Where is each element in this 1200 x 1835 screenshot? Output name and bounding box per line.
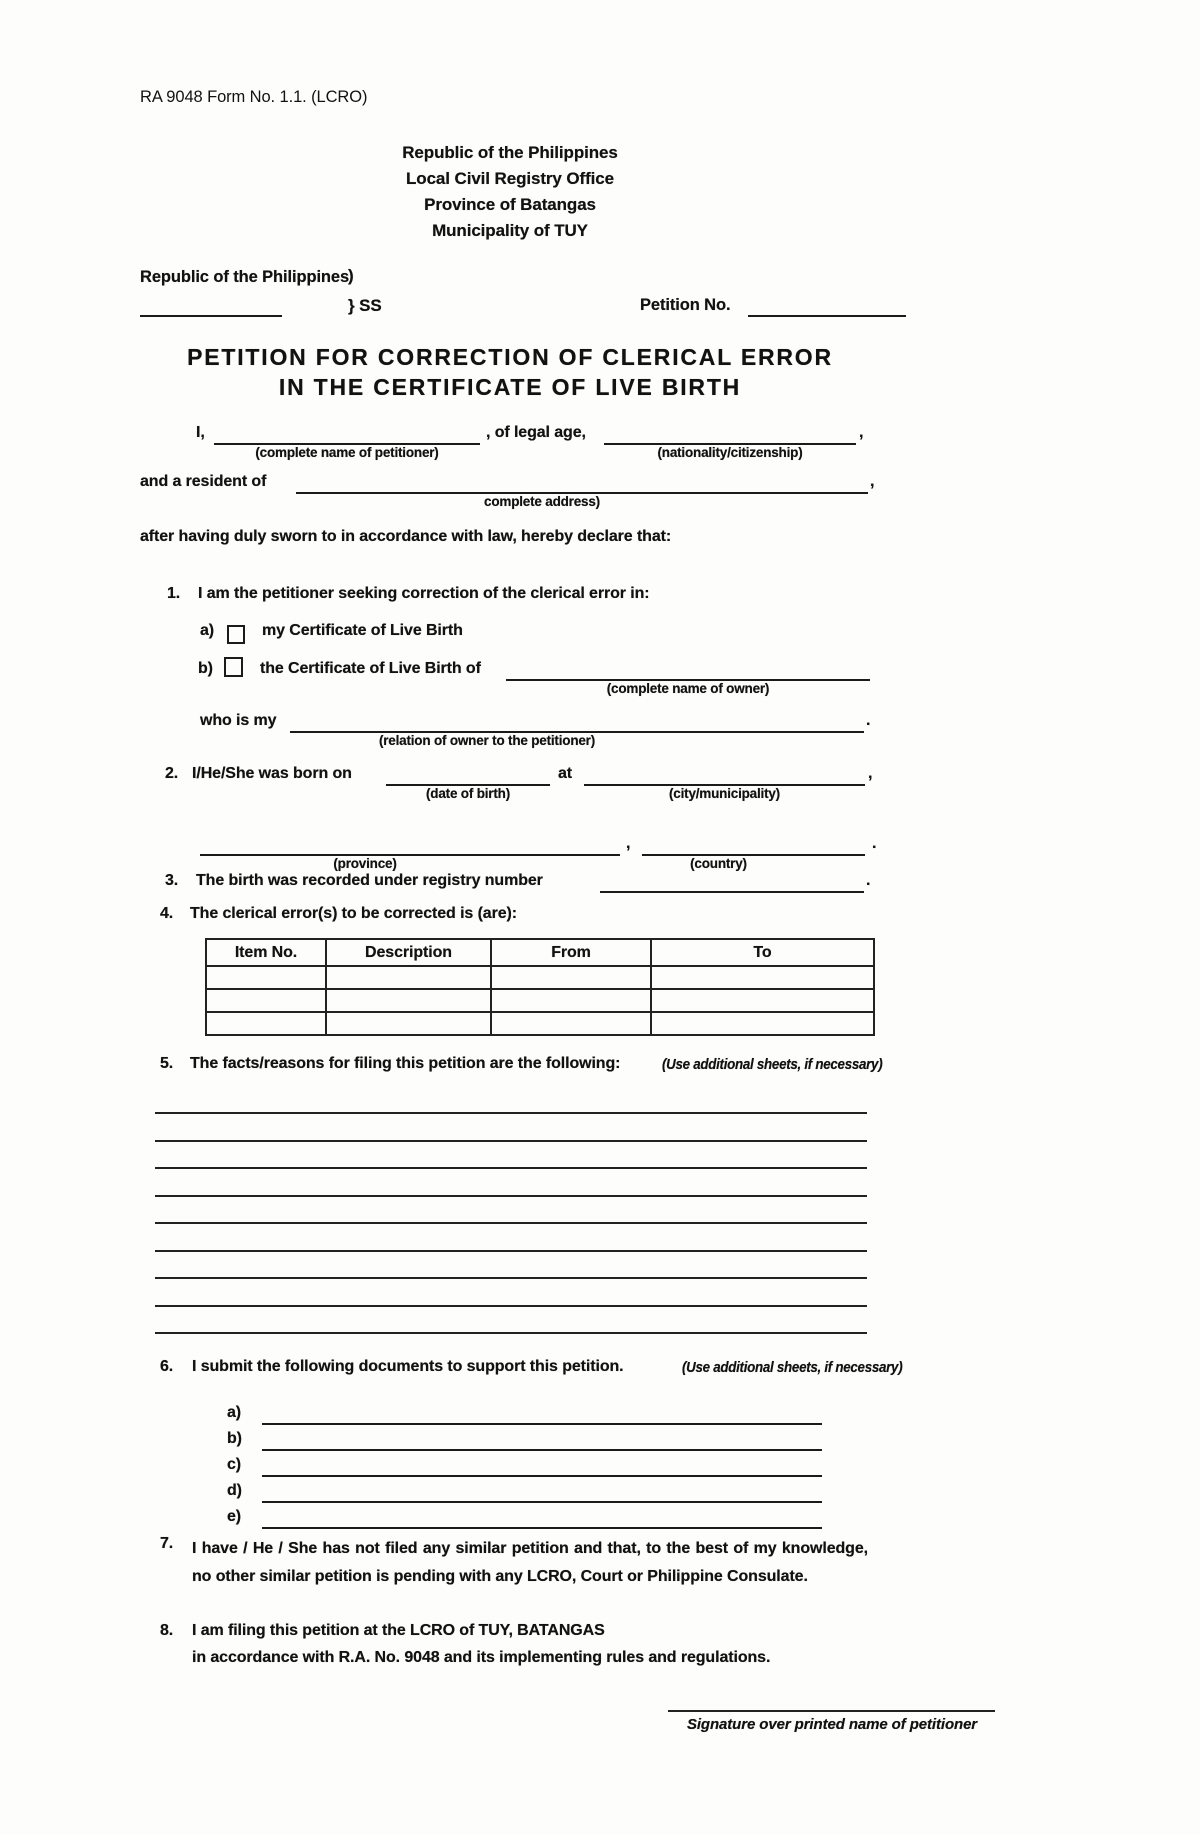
col-header-from: From [491,939,651,966]
item2-comma: , [868,765,873,782]
country-blank[interactable] [642,835,865,871]
cell-description[interactable] [326,1012,491,1035]
table-row [206,1012,874,1035]
item6-text: I submit the following documents to support this petition. [192,1358,624,1375]
date-of-birth-blank[interactable] [386,765,550,801]
document-letter-d: d) [227,1482,242,1499]
item4-text: The clerical error(s) to be corrected is (are): [190,905,517,922]
header-municipality: Municipality of TUY [432,221,588,240]
item4-number: 4. [160,905,174,922]
table-header-row [206,939,874,966]
item6-note: (Use additional sheets, if necessary) [682,1360,903,1376]
document-letter-b: b) [227,1430,242,1447]
signature-line[interactable] [668,1710,995,1712]
facts-writing-line[interactable] [155,1250,867,1252]
cell-to[interactable] [651,966,874,989]
cell-item-no[interactable] [206,1012,326,1035]
province-caption: (province) [333,856,397,871]
venue-republic: Republic of the Philippines [140,268,350,286]
document-blank-e[interactable] [262,1508,822,1529]
item1-text: I am the petitioner seeking correction of the clerical error in: [198,585,650,602]
petitioner-name-caption: (complete name of petitioner) [255,445,439,460]
owner-name-caption: (complete name of owner) [606,681,770,696]
cell-from[interactable] [491,989,651,1012]
legal-age-label: , of legal age, [486,424,586,441]
facts-writing-line[interactable] [155,1140,867,1142]
option-a-label: a) [200,622,215,639]
form-title-line1: PETITION FOR CORRECTION OF CLERICAL ERROR [187,344,833,370]
registry-number-blank[interactable] [600,872,864,893]
item6-number: 6. [160,1358,174,1375]
item5-number: 5. [160,1055,174,1072]
item2-text: I/He/She was born on [192,765,352,782]
owner-name-blank[interactable] [506,660,870,696]
venue-place-blank[interactable] [140,296,282,317]
date-of-birth-caption: (date of birth) [426,786,510,801]
option-b-text: the Certificate of Live Birth of [260,660,481,677]
item7-text: I have / He / She has not filed any similar petition and that, to the best of my knowledge, no other similar petition is pending with any LCRO, Court or Philippine Consulate. [192,1540,868,1585]
col-header-item-no: Item No. [206,939,326,966]
header-republic: Republic of the Philippines [402,143,618,162]
who-is-my-label: who is my [200,712,277,729]
item1-number: 1. [167,585,181,602]
checkbox-other-certificate[interactable] [224,657,243,677]
petition-no-label: Petition No. [640,296,731,314]
cell-from[interactable] [491,966,651,989]
sworn-clause: after having duly sworn to in accordance with law, hereby declare that: [140,528,672,545]
header-province: Province of Batangas [424,195,596,214]
document-blank-b[interactable] [262,1430,822,1451]
document-letter-a: a) [227,1404,242,1421]
item2-number: 2. [165,765,179,782]
item8-line1: I am filing this petition at the LCRO of TUY, BATANGAS [192,1622,605,1639]
item7-number: 7. [160,1535,174,1552]
clerical-error-table [205,938,875,1036]
office-header [210,140,810,244]
who-is-my-period: . [866,712,871,729]
intro-i-label: I, [196,424,205,441]
cell-description[interactable] [326,989,491,1012]
document-blank-c[interactable] [262,1456,822,1477]
form-title [150,342,870,402]
item5-text: The facts/reasons for filing this petition are the following: [190,1055,621,1072]
cell-item-no[interactable] [206,966,326,989]
country-caption: (country) [690,856,747,871]
form-title-line2: IN THE CERTIFICATE OF LIVE BIRTH [278,374,742,400]
city-blank[interactable] [584,765,865,801]
nationality-caption: (nationality/citizenship) [657,445,803,460]
col-header-to: To [651,939,874,966]
address-blank[interactable] [296,473,868,509]
document-blank-d[interactable] [262,1482,822,1503]
cell-from[interactable] [491,1012,651,1035]
relation-blank[interactable] [290,712,864,748]
relation-caption: (relation of owner to the petitioner) [378,733,596,748]
intro-comma: , [859,424,864,441]
petitioner-name-blank[interactable] [214,424,480,460]
signature-caption: Signature over printed name of petitioner [686,1716,978,1733]
facts-writing-line[interactable] [155,1112,867,1114]
item8-number: 8. [160,1622,174,1639]
at-label: at [558,765,573,782]
item3-period: . [866,872,871,889]
col-header-description: Description [326,939,491,966]
facts-writing-line[interactable] [155,1332,867,1334]
table-row [206,966,874,989]
option-a-text: my Certificate of Live Birth [262,622,463,639]
checkbox-own-certificate[interactable] [227,625,245,644]
item5-note: (Use additional sheets, if necessary) [662,1057,883,1073]
option-b-label: b) [198,660,213,677]
resident-comma: , [870,473,875,490]
facts-writing-line[interactable] [155,1195,867,1197]
header-lcro: Local Civil Registry Office [406,169,614,188]
facts-writing-line[interactable] [155,1277,867,1279]
facts-writing-line[interactable] [155,1167,867,1169]
cell-item-no[interactable] [206,989,326,1012]
province-blank[interactable] [200,835,620,871]
nationality-blank[interactable] [604,424,856,460]
cell-description[interactable] [326,966,491,989]
item8-line2: in accordance with R.A. No. 9048 and its implementing rules and regulations. [192,1649,771,1666]
cell-to[interactable] [651,989,874,1012]
table-row [206,989,874,1012]
venue-ss-marker: } SS [348,296,382,315]
item3-text: The birth was recorded under registry number [196,872,543,889]
city-caption: (city/municipality) [669,786,780,801]
document-letter-e: e) [227,1508,242,1525]
resident-label: and a resident of [140,473,267,490]
item3-number: 3. [165,872,179,889]
address-caption: complete address) [484,494,600,509]
petition-no-blank[interactable] [748,296,906,317]
item2-period: . [872,835,877,852]
province-comma: , [626,835,631,852]
document-blank-a[interactable] [262,1404,822,1425]
venue-paren: ) [348,266,354,285]
cell-to[interactable] [651,1012,874,1035]
form-number: RA 9048 Form No. 1.1. (LCRO) [140,88,368,106]
facts-writing-line[interactable] [155,1305,867,1307]
document-letter-c: c) [227,1456,242,1473]
facts-writing-line[interactable] [155,1222,867,1224]
